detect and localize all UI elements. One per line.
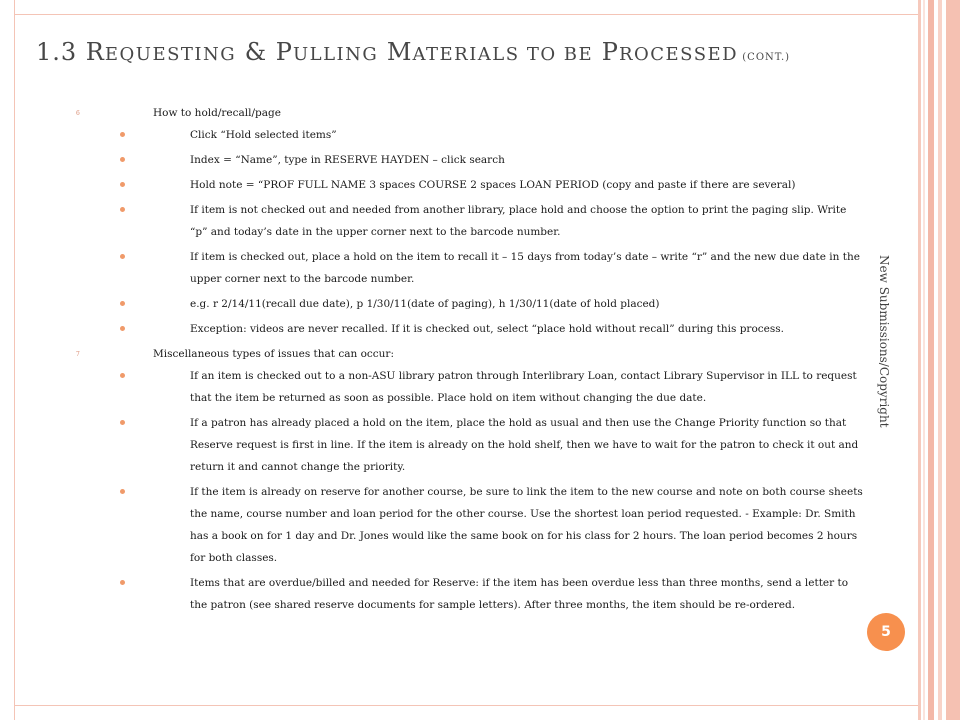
section-heading: 7 Miscellaneous types of issues that can occur: [74, 343, 864, 365]
side-label: New Submissions/Copyright [877, 255, 891, 428]
bullet-icon [120, 157, 125, 162]
bullet-item: Click “Hold selected items” [74, 124, 864, 146]
frame-top-line [14, 14, 918, 15]
bullet-icon [120, 301, 125, 306]
bullet-icon [120, 207, 125, 212]
bullet-icon [120, 254, 125, 259]
bullet-icon [120, 373, 125, 378]
decor-stripe [918, 0, 921, 720]
section-heading: 6 How to hold/recall/page [74, 102, 864, 124]
slide-title: 1.3 REQUESTING & PULLING MATERIALS TO BE PROCESSED (CONT.) [36, 38, 791, 66]
bullet-icon [120, 182, 125, 187]
bullet-item: e.g. r 2/14/11(recall due date), p 1/30/11(date of paging), h 1/30/11(date of hold placed) [74, 293, 864, 315]
decor-stripe [938, 0, 942, 720]
section-number: 6 [76, 110, 80, 117]
bullet-item: If item is checked out, place a hold on the item to recall it – 15 days from today’s date – write “r” and the new due date in the upper corner next to the barcode number. [74, 246, 864, 290]
frame-left-line [14, 0, 15, 720]
bullet-item: Items that are overdue/billed and needed for Reserve: if the item has been overdue less than three months, send a letter to the patron (see shared reserve documents for sample letters). After three months, the item should be re-ordered. [74, 572, 864, 616]
bullet-item: Index = “Name”, type in RESERVE HAYDEN – click search [74, 149, 864, 171]
decor-stripe [928, 0, 934, 720]
decor-stripe [923, 0, 925, 720]
bullet-item: If item is not checked out and needed from another library, place hold and choose the option to print the paging slip. Write “p” and today’s date in the upper corner next to the barcode number. [74, 199, 864, 243]
frame-bottom-line [14, 705, 918, 706]
bullet-icon [120, 420, 125, 425]
slide-content [74, 100, 864, 619]
page-number-badge: 5 [867, 613, 905, 651]
decor-stripe [946, 0, 960, 720]
bullet-icon [120, 580, 125, 585]
bullet-icon [120, 132, 125, 137]
bullet-icon [120, 489, 125, 494]
bullet-item: If the item is already on reserve for another course, be sure to link the item to the new course and note on both course sheets the name, course number and loan period for the other course. Use the shortest loan period requested. - Example: Dr. Smith has a book on for 1 day and Dr. Jones would like the same book on for his class for 2 hours. The loan period becomes 2 hours for both classes. [74, 481, 864, 569]
bullet-item: If an item is checked out to a non-ASU library patron through Interlibrary Loan, contact Library Supervisor in ILL to request that the item be returned as soon as possible. Place hold on item without changing the due date. [74, 365, 864, 409]
bullet-item: Hold note = “PROF FULL NAME 3 spaces COURSE 2 spaces LOAN PERIOD (copy and paste if there are several) [74, 174, 864, 196]
bullet-item: If a patron has already placed a hold on the item, place the hold as usual and then use the Change Priority function so that Reserve request is first in line. If the item is already on the hold shelf, then we have to wait for the patron to check it out and return it and cannot change the priority. [74, 412, 864, 478]
section-number: 7 [76, 351, 80, 358]
bullet-icon [120, 326, 125, 331]
bullet-item: Exception: videos are never recalled. If it is checked out, select “place hold without recall” during this process. [74, 318, 864, 340]
